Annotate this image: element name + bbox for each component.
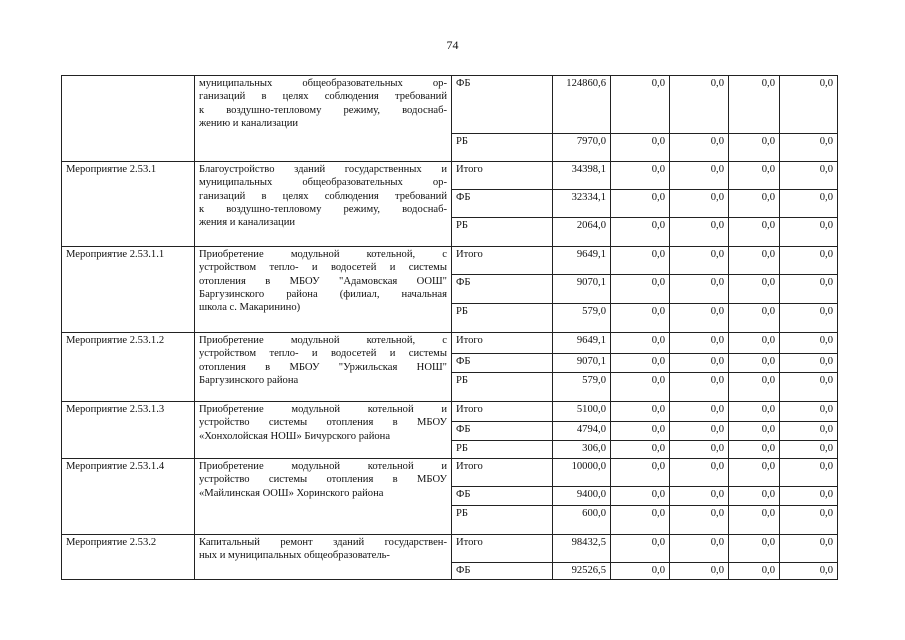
description-line: к воздушно-тепловому режиму, водоснаб- (199, 104, 447, 116)
year-value: 0,0 (611, 304, 670, 333)
year-value: 0,0 (670, 563, 729, 580)
funding-source: ФБ (452, 190, 553, 218)
year-value: 0,0 (780, 563, 838, 580)
year-value: 0,0 (611, 563, 670, 580)
year-value: 0,0 (670, 422, 729, 441)
funding-source: ФБ (452, 354, 553, 373)
year-value: 0,0 (611, 76, 670, 134)
description-line: устройство системы отопления в МБОУ (199, 417, 447, 429)
measure-description (195, 535, 452, 580)
year-value: 0,0 (670, 275, 729, 304)
year-value: 0,0 (729, 354, 780, 373)
description-line: Благоустройство зданий государственных и (199, 164, 447, 175)
funding-amount: 579,0 (553, 373, 611, 402)
year-value: 0,0 (670, 76, 729, 134)
description-line: муниципальных общеобразовательных ор- (199, 78, 447, 89)
year-value: 0,0 (670, 459, 729, 487)
year-value: 0,0 (670, 535, 729, 563)
table-row (62, 333, 838, 354)
year-value: 0,0 (611, 162, 670, 190)
funding-amount: 9400,0 (553, 487, 611, 506)
year-value: 0,0 (729, 373, 780, 402)
funding-source: ФБ (452, 563, 553, 580)
year-value: 0,0 (729, 441, 780, 459)
description-line: Приобретение модульной котельной и (199, 461, 447, 472)
year-value: 0,0 (729, 190, 780, 218)
measure-description (195, 459, 452, 535)
year-value: 0,0 (780, 134, 838, 162)
funding-source: РБ (452, 373, 553, 402)
year-value: 0,0 (729, 535, 780, 563)
funding-source: ФБ (452, 275, 553, 304)
funding-source: Итого (452, 162, 553, 190)
year-value: 0,0 (611, 459, 670, 487)
funding-amount: 34398,1 (553, 162, 611, 190)
year-value: 0,0 (729, 487, 780, 506)
year-value: 0,0 (611, 402, 670, 422)
measure-description (195, 402, 452, 459)
funding-amount: 579,0 (553, 304, 611, 333)
funding-source: Итого (452, 247, 553, 275)
description-line: устройство системы отопления в МБОУ (199, 474, 447, 486)
year-value: 0,0 (729, 304, 780, 333)
funding-source: РБ (452, 134, 553, 162)
year-value: 0,0 (729, 134, 780, 162)
description-line: Баргузинского района (199, 374, 299, 386)
description-line: Капитальный ремонт зданий государствен- (199, 537, 447, 548)
funding-source: РБ (452, 506, 553, 535)
page-number: 74 (446, 38, 459, 52)
funding-amount: 7970,0 (553, 134, 611, 162)
funding-amount: 32334,1 (553, 190, 611, 218)
measure-name: Мероприятие 2.53.1 (62, 162, 195, 247)
funding-source: ФБ (452, 422, 553, 441)
year-value: 0,0 (611, 247, 670, 275)
description-line: к воздушно-тепловому режиму, водоснаб- (199, 203, 447, 215)
description-line: «Хонхолойская НОШ» Бичурского района (199, 430, 391, 442)
funding-source: РБ (452, 304, 553, 333)
year-value: 0,0 (780, 304, 838, 333)
funding-source: РБ (452, 441, 553, 459)
description-line: жения и канализации (199, 217, 296, 229)
year-value: 0,0 (670, 441, 729, 459)
year-value: 0,0 (780, 333, 838, 354)
table-body (62, 76, 838, 580)
year-value: 0,0 (729, 275, 780, 304)
year-value: 0,0 (729, 459, 780, 487)
year-value: 0,0 (780, 190, 838, 218)
funding-amount: 98432,5 (553, 535, 611, 563)
year-value: 0,0 (611, 275, 670, 304)
year-value: 0,0 (729, 218, 780, 247)
year-value: 0,0 (670, 506, 729, 535)
description-line: Приобретение модульной котельной, с (199, 335, 447, 346)
description-line: отопления в МБОУ "Адамовская ООШ" (199, 275, 447, 287)
year-value: 0,0 (611, 506, 670, 535)
year-value: 0,0 (611, 218, 670, 247)
funding-amount: 2064,0 (553, 218, 611, 247)
year-value: 0,0 (670, 354, 729, 373)
measure-name: Мероприятие 2.53.1.3 (62, 402, 195, 459)
year-value: 0,0 (670, 218, 729, 247)
table-row (62, 535, 838, 563)
year-value: 0,0 (780, 373, 838, 402)
description-line: «Майлинская ООШ» Хоринского района (199, 487, 384, 499)
funding-amount: 9070,1 (553, 275, 611, 304)
year-value: 0,0 (780, 247, 838, 275)
year-value: 0,0 (611, 373, 670, 402)
funding-amount: 5100,0 (553, 402, 611, 422)
funding-source: Итого (452, 402, 553, 422)
table-row (62, 247, 838, 275)
measure-name: Мероприятие 2.53.1.2 (62, 333, 195, 402)
description-line: устройством тепло- и водосетей и системы (199, 262, 447, 274)
year-value: 0,0 (729, 506, 780, 535)
description-line: ных и муниципальных общеобразователь- (199, 550, 390, 562)
funding-amount: 306,0 (553, 441, 611, 459)
measure-name: Мероприятие 2.53.2 (62, 535, 195, 580)
funding-amount: 9649,1 (553, 247, 611, 275)
description-line: устройством тепло- и водосетей и системы (199, 348, 447, 360)
description-line: жению и канализации (199, 117, 299, 129)
year-value: 0,0 (780, 487, 838, 506)
year-value: 0,0 (670, 487, 729, 506)
measure-name: Мероприятие 2.53.1.4 (62, 459, 195, 535)
year-value: 0,0 (729, 422, 780, 441)
funding-amount: 10000,0 (553, 459, 611, 487)
year-value: 0,0 (780, 402, 838, 422)
funding-source: Итого (452, 459, 553, 487)
year-value: 0,0 (611, 422, 670, 441)
funding-amount: 600,0 (553, 506, 611, 535)
budget-table (61, 75, 838, 580)
funding-amount: 9070,1 (553, 354, 611, 373)
table-row (62, 76, 838, 134)
year-value: 0,0 (670, 162, 729, 190)
year-value: 0,0 (729, 333, 780, 354)
measure-name (62, 76, 195, 162)
description-line: муниципальных общеобразовательных ор- (199, 177, 447, 189)
year-value: 0,0 (780, 459, 838, 487)
funding-source: ФБ (452, 487, 553, 506)
year-value: 0,0 (729, 162, 780, 190)
description-line: Приобретение модульной котельной и (199, 404, 447, 415)
year-value: 0,0 (780, 506, 838, 535)
measure-description (195, 247, 452, 333)
year-value: 0,0 (780, 275, 838, 304)
measure-description (195, 76, 452, 162)
table-row (62, 162, 838, 190)
year-value: 0,0 (611, 354, 670, 373)
funding-amount: 92526,5 (553, 563, 611, 580)
year-value: 0,0 (611, 333, 670, 354)
description-line: Баргузинского района (филиал, начальная (199, 288, 447, 300)
description-line: отопления в МБОУ "Уржильская НОШ" (199, 361, 447, 373)
year-value: 0,0 (670, 402, 729, 422)
year-value: 0,0 (670, 134, 729, 162)
funding-amount: 124860,6 (553, 76, 611, 134)
funding-source: РБ (452, 218, 553, 247)
year-value: 0,0 (611, 441, 670, 459)
year-value: 0,0 (611, 134, 670, 162)
funding-amount: 4794,0 (553, 422, 611, 441)
year-value: 0,0 (780, 422, 838, 441)
year-value: 0,0 (780, 441, 838, 459)
measure-description (195, 333, 452, 402)
year-value: 0,0 (729, 76, 780, 134)
measure-description (195, 162, 452, 247)
year-value: 0,0 (670, 373, 729, 402)
year-value: 0,0 (670, 304, 729, 333)
year-value: 0,0 (780, 76, 838, 134)
year-value: 0,0 (611, 535, 670, 563)
funding-source: Итого (452, 535, 553, 563)
description-line: школа с. Макаринино) (199, 302, 301, 314)
year-value: 0,0 (670, 190, 729, 218)
year-value: 0,0 (670, 247, 729, 275)
year-value: 0,0 (611, 190, 670, 218)
table-row (62, 402, 838, 422)
year-value: 0,0 (780, 354, 838, 373)
year-value: 0,0 (729, 402, 780, 422)
year-value: 0,0 (780, 218, 838, 247)
description-line: ганизаций в целях соблюдения требований (199, 91, 447, 103)
year-value: 0,0 (729, 247, 780, 275)
funding-source: Итого (452, 333, 553, 354)
year-value: 0,0 (780, 162, 838, 190)
funding-amount: 9649,1 (553, 333, 611, 354)
description-line: ганизаций в целях соблюдения требований (199, 190, 447, 202)
funding-source: ФБ (452, 76, 553, 134)
year-value: 0,0 (729, 563, 780, 580)
year-value: 0,0 (780, 535, 838, 563)
measure-name: Мероприятие 2.53.1.1 (62, 247, 195, 333)
year-value: 0,0 (670, 333, 729, 354)
year-value: 0,0 (611, 487, 670, 506)
description-line: Приобретение модульной котельной, с (199, 249, 447, 260)
table-row (62, 459, 838, 487)
